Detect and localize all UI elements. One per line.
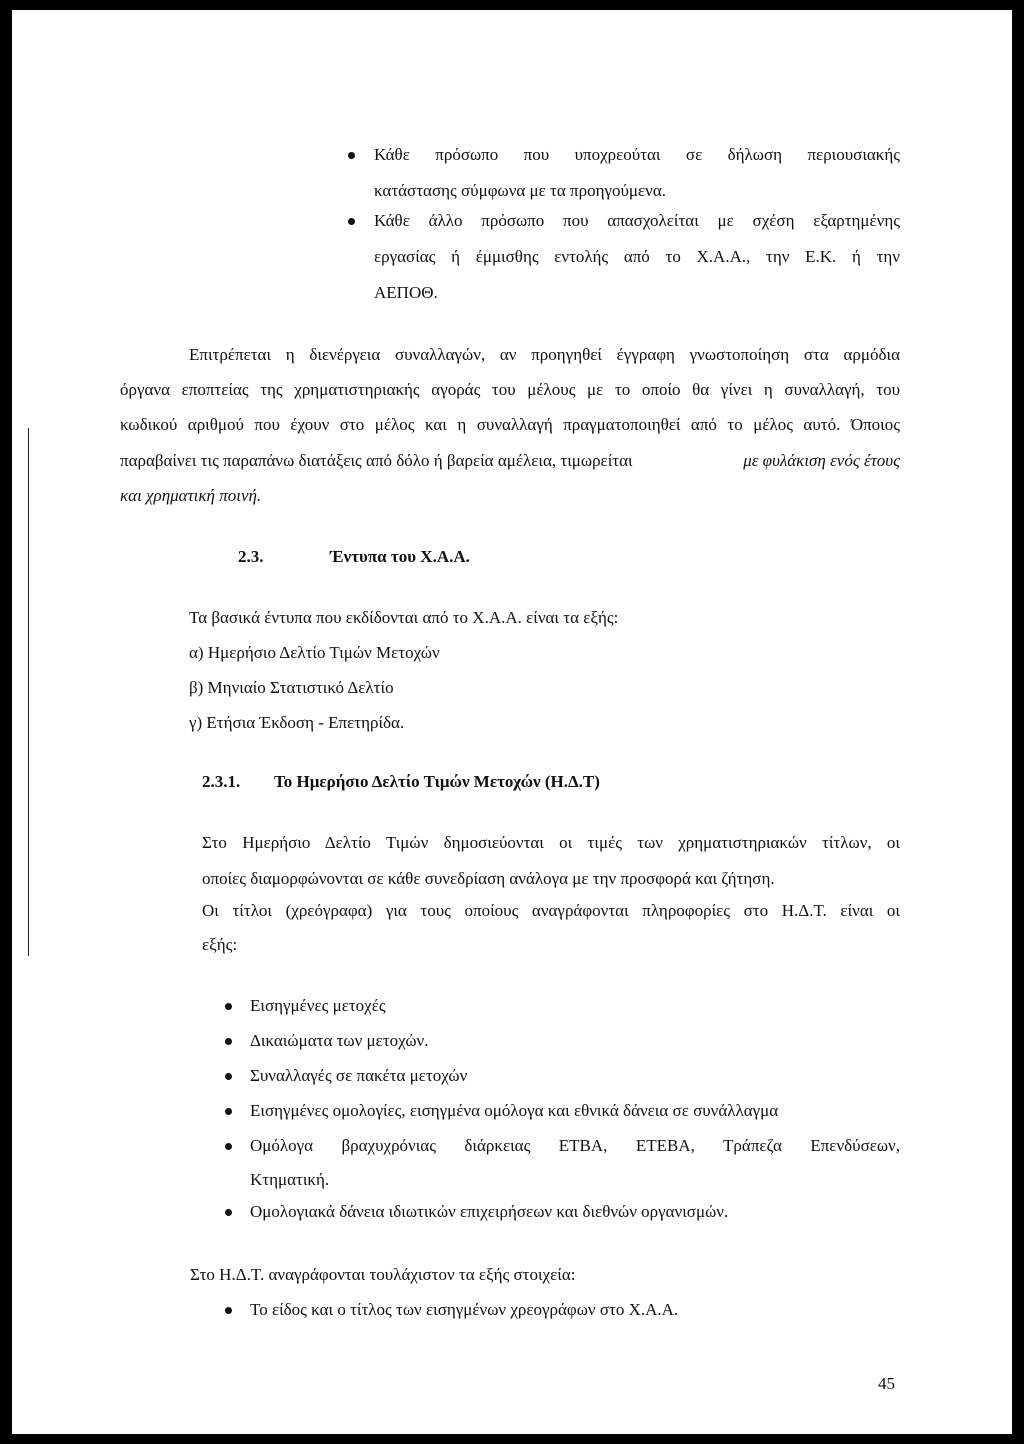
- bullet-line: ΑΕΠΟΘ.: [374, 283, 438, 302]
- bullet-icon: [225, 1209, 232, 1216]
- bullet-line: Κάθε πρόσωπο που υποχρεούται σε δήλωση περιουσιακής: [374, 145, 900, 164]
- paragraph-text: παραβαίνει τις παραπάνω διατάξεις από δόλο ή βαρεία αμέλεια, τιμωρείται: [120, 451, 633, 470]
- paragraph-line: εξής:: [202, 935, 238, 954]
- bullet-icon: [225, 1108, 232, 1115]
- bullet-line: Κτηματική.: [250, 1170, 330, 1189]
- bullet-icon: [348, 218, 355, 225]
- paragraph-line: Στο Ημερήσιο Δελτίο Τιμών δημοσιεύονται οι τιμές των χρηματιστηριακών τίτλων, οι: [202, 833, 900, 852]
- bullet-line: Το είδος και ο τίτλος των εισηγμένων χρεογράφων στο Χ.Α.Α.: [250, 1300, 679, 1319]
- bullet-line: Εισηγμένες μετοχές: [250, 996, 386, 1015]
- bullet-line: Συναλλαγές σε πακέτα μετοχών: [250, 1066, 468, 1085]
- section-title: Έντυπα του Χ.Α.Α.: [330, 547, 470, 566]
- list-item: β) Μηνιαίο Στατιστικό Δελτίο: [189, 678, 394, 697]
- bullet-line: Ομόλογα βραχυχρόνιας διάρκειας ΕΤΒΑ, ΕΤΕΒΑ, Τράπεζα Επενδύσεων,: [250, 1136, 900, 1155]
- section-number: 2.3.: [238, 547, 264, 566]
- bullet-icon: [225, 1307, 232, 1314]
- paragraph-line: [120, 443, 900, 479]
- list-item: γ) Ετήσια Έκδοση - Επετηρίδα.: [189, 713, 405, 732]
- paragraph-italic-text: με φυλάκιση ενός έτους: [743, 451, 900, 470]
- section-title: Το Ημερήσιο Δελτίο Τιμών Μετοχών (Η.Δ.Τ): [274, 772, 600, 791]
- paragraph-line: όργανα εποπτείας της χρηματιστηριακής αγοράς του μέλους με το οποίο θα γίνει η συναλλαγή, του: [120, 380, 900, 399]
- paragraph-line: Στο Η.Δ.Τ. αναγράφονται τουλάχιστον τα εξής στοιχεία:: [190, 1265, 576, 1284]
- bullet-icon: [225, 1003, 232, 1010]
- bullet-icon: [348, 152, 355, 159]
- page-number: 45: [878, 1374, 895, 1393]
- bullet-line: κατάστασης σύμφωνα με τα προηγούμενα.: [374, 181, 667, 200]
- bullet-line: Ομολογιακά δάνεια ιδιωτικών επιχειρήσεων και διεθνών οργανισμών.: [250, 1202, 729, 1221]
- section-number: 2.3.1.: [202, 772, 241, 791]
- paragraph-line: κωδικού αριθμού που έχουν στο μέλος και η συναλλαγή πραγματοποιηθεί από το μέλος αυτό. Όποιος: [120, 415, 900, 434]
- paragraph-line: οποίες διαμορφώνονται σε κάθε συνεδρίαση ανάλογα με την προσφορά και ζήτηση.: [202, 869, 775, 888]
- bullet-line: Δικαιώματα των μετοχών.: [250, 1031, 429, 1050]
- paragraph-line: Τα βασικά έντυπα που εκδίδονται από το Χ.Α.Α. είναι τα εξής:: [189, 608, 619, 627]
- bullet-line: εργασίας ή έμμισθης εντολής από το Χ.Α.Α., την Ε.Κ. ή την: [374, 247, 900, 266]
- document-page: [12, 10, 1012, 1434]
- paragraph-line: Επιτρέπεται η διενέργεια συναλλαγών, αν προηγηθεί έγγραφη γνωστοποίηση στα αρμόδια: [189, 345, 900, 364]
- bullet-icon: [225, 1073, 232, 1080]
- paragraph-line: Οι τίτλοι (χρεόγραφα) για τους οποίους αναγράφονται πληροφορίες στο Η.Δ.Τ. είναι οι: [202, 901, 900, 920]
- paragraph-line: και χρηματική ποινή.: [120, 486, 262, 505]
- bullet-line: Κάθε άλλο πρόσωπο που απασχολείται με σχέση εξαρτημένης: [374, 211, 900, 230]
- list-item: α) Ημερήσιο Δελτίο Τιμών Μετοχών: [189, 643, 440, 662]
- bullet-line: Εισηγμένες ομολογίες, εισηγμένα ομόλογα και εθνικά δάνεια σε συνάλλαγμα: [250, 1101, 779, 1120]
- bullet-icon: [225, 1038, 232, 1045]
- scan-margin-line: [28, 428, 29, 956]
- bullet-icon: [225, 1143, 232, 1150]
